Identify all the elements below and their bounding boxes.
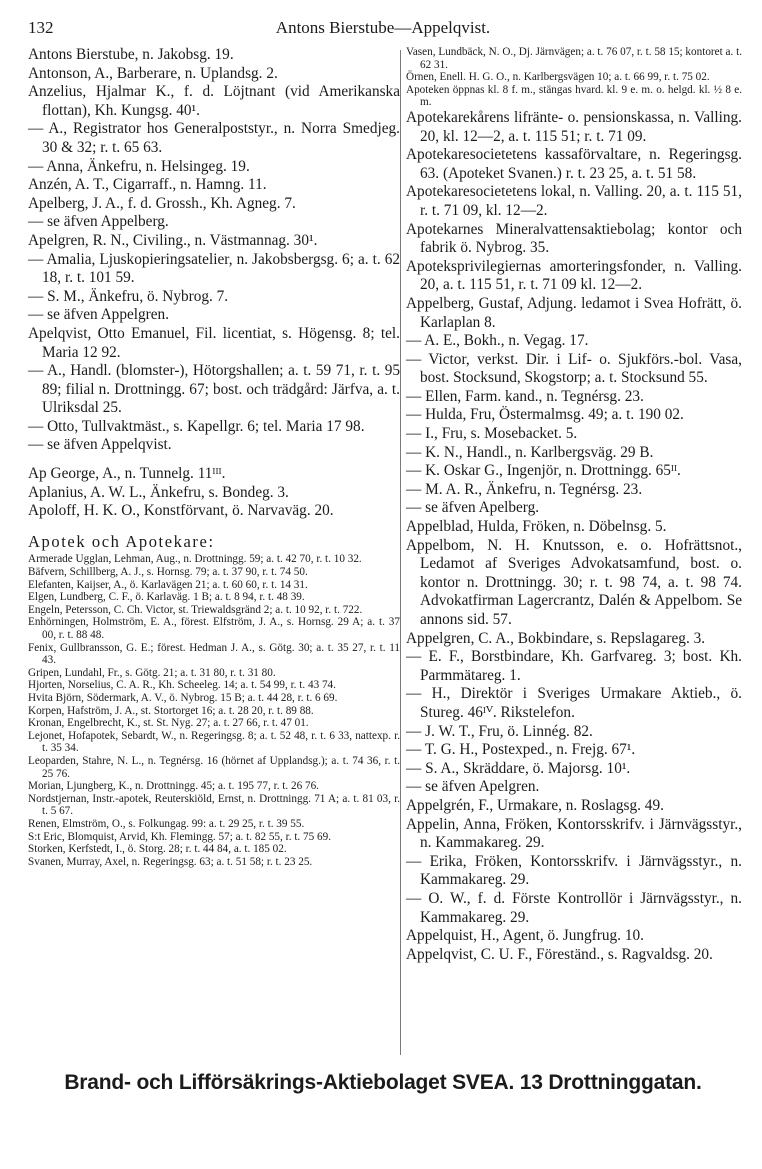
- directory-entry: S:t Eric, Blomquist, Arvid, Kh. Flemingg. 57; a. t. 82 55, r. t. 75 69.: [28, 830, 331, 843]
- apotek-heading: Apotek och Apotekare:: [28, 531, 215, 551]
- left-entry-list: [28, 46, 400, 455]
- directory-entry: Elgen, Lundberg, C. F., ö. Karlaväg. 1 B; a. t. 8 94, r. t. 48 39.: [28, 591, 305, 604]
- directory-entry: Enhörningen, Holmström, E. A., förest. Elfström, J. A., s. Hornsg. 29 A; a. t. 37 00, r. t. 88 48.: [28, 616, 400, 641]
- directory-entry: Svanen, Murray, Axel, n. Regeringsg. 63; a. t. 51 58; r. t. 23 25.: [28, 855, 313, 868]
- right-column: [406, 46, 742, 964]
- directory-entry: — Ellen, Farm. kand., n. Tegnérsg. 23.: [406, 387, 644, 405]
- directory-entry: Ap George, A., n. Tunnelg. 11ᴵᴵᴵ.: [28, 465, 226, 483]
- directory-entry: — A. E., Bokh., n. Vegag. 17.: [406, 332, 589, 350]
- directory-entry: Appelgren, C. A., Bokbindare, s. Repslagareg. 3.: [406, 629, 706, 647]
- directory-entry: Korpen, Hafström, J. A., st. Stortorget 16; a. t. 28 20, r. t. 89 88.: [28, 704, 314, 717]
- directory-entry: Elefanten, Kaijser, A., ö. Karlavägen 21; a. t. 60 60, r. t. 14 31.: [28, 578, 308, 591]
- directory-entry: Apelberg, J. A., f. d. Grossh., Kh. Agneg. 7.: [28, 194, 296, 212]
- running-title: Antons Bierstube—Appelqvist.: [275, 18, 491, 37]
- directory-entry: — H., Direktör i Sveriges Urmakare Aktieb., ö. Stureg. 46ᴵⱽ. Rikstelefon.: [406, 685, 742, 721]
- directory-entry: Antons Bierstube, n. Jakobsg. 19.: [28, 46, 234, 63]
- directory-entry: — se äfven Appelgren.: [28, 306, 170, 324]
- advertisement-banner: Brand- och Lifförsäkrings-Aktiebolaget SVEA. 13 Drottninggatan.: [64, 1071, 702, 1094]
- directory-entry: Anzén, A. T., Cigarraff., n. Hamng. 11.: [28, 176, 267, 194]
- directory-entry: — S. M., Änkefru, ö. Nybrog. 7.: [28, 287, 229, 305]
- directory-entry: — K. Oskar G., Ingenjör, n. Drottningg. 65ᴵᴵ.: [406, 462, 681, 480]
- directory-entry: — se äfven Apelgren.: [406, 778, 540, 796]
- directory-entry: Apelgren, R. N., Civiling., n. Västmannag. 30¹.: [28, 231, 318, 249]
- directory-entry: — Erika, Fröken, Kontorsskrifv. i Järnvägsstyr., n. Kammakareg. 29.: [406, 852, 742, 889]
- directory-entry: — Victor, verkst. Dir. i Lif- o. Sjukförs.-bol. Vasa, bost. Stocksund, Skogstorp; a. t. Stocksund 55.: [406, 350, 742, 387]
- directory-entry: Appelgrén, F., Urmakare, n. Roslagsg. 49.: [406, 796, 664, 814]
- directory-entry: Appelin, Anna, Fröken, Kontorsskrifv. i Järnvägsstyr., n. Kammakareg. 29.: [406, 815, 742, 852]
- directory-entry: — J. W. T., Fru, ö. Linnég. 82.: [406, 722, 593, 740]
- directory-entry: — T. G. H., Postexped., n. Frejg. 67¹.: [406, 741, 636, 759]
- page-number: 132: [28, 18, 54, 37]
- directory-entry: Apotekarnes Mineralvattensaktiebolag; kontor och fabrik ö. Nybrog. 35.: [406, 220, 742, 257]
- directory-entry: — Otto, Tullvaktmäst., s. Kapellgr. 6; tel. Maria 17 98.: [28, 417, 365, 435]
- directory-entry: Bäfvern, Schillberg, A. J., s. Hornsg. 79; a. t. 37 90, r. t. 74 50.: [28, 566, 308, 579]
- directory-entry: Aplanius, A. W. L., Änkefru, s. Bondeg. 3.: [28, 483, 289, 501]
- directory-entry: Leoparden, Stahre, N. L., n. Tegnérsg. 16 (hörnet af Upplandsg.); a. t. 74 36, r. t. 25 76.: [28, 754, 400, 780]
- directory-entry: Morian, Ljungberg, K., n. Drottningg. 45; a. t. 195 77, r. t. 26 76.: [28, 780, 319, 793]
- directory-entry: Appelbom, N. H. Knutsson, e. o. Hofrättsnot., Ledamot af Sveriges Advokatsamfund, bost. o. kontor n. Drottningg. 30; r. t. 98 74, a. t. 98 74. Advokatfirman Lagercrantz, Dalén & Appelbom. Se annons sid. 57.: [406, 536, 742, 628]
- directory-entry: Storken, Kerfstedt, I., ö. Storg. 28; r. t. 44 84, a. t. 185 02.: [28, 843, 287, 856]
- directory-entry: — E. F., Borstbindare, Kh. Garfvareg. 3; bost. Kh. Parmmätareg. 1.: [406, 648, 742, 684]
- directory-entry: — se äfven Appelqvist.: [28, 436, 172, 454]
- directory-entry: Örnen, Enell. H. G. O., n. Karlbergsvägen 10; a. t. 66 99, r. t. 75 02.: [406, 71, 710, 84]
- directory-entry: Vasen, Lundbäck, N. O., Dj. Järnvägen; a. t. 76 07, r. t. 58 15; kontoret a. t. 62 31.: [406, 46, 742, 71]
- directory-entry: — A., Registrator hos Generalpoststyr., n. Norra Smedjeg. 30 & 32; r. t. 65 63.: [28, 120, 400, 156]
- directory-entry: — M. A. R., Änkefru, n. Tegnérsg. 23.: [406, 480, 643, 498]
- right-small-list: [406, 46, 742, 109]
- page-header: [28, 18, 738, 42]
- directory-entry: Engeln, Petersson, C. Ch. Victor, st. Triewaldsgränd 2; a. t. 10 92, r. t. 722.: [28, 603, 363, 616]
- directory-entry: — se äfven Apelberg.: [406, 499, 540, 517]
- directory-entry: — se äfven Appelberg.: [28, 213, 169, 231]
- directory-entry: Appelquist, H., Agent, ö. Jungfrug. 10.: [406, 927, 644, 945]
- directory-entry: — I., Fru, s. Mosebacket. 5.: [406, 425, 578, 443]
- directory-entry: — S. A., Skräddare, ö. Majorsg. 10¹.: [406, 759, 631, 777]
- directory-entry: Apoteksprivilegiernas amorteringsfonder, n. Valling. 20, a. t. 115 51, r. t. 71 09 kl. 12—2.: [406, 257, 742, 294]
- directory-entry: Hvita Björn, Södermark, A. V., ö. Nybrog. 15 B; a. t. 44 28, r. t. 6 69.: [28, 691, 338, 704]
- right-entry-list: [406, 109, 742, 964]
- directory-entry: Apoloff, H. K. O., Konstförvant, ö. Narvaväg. 20.: [28, 502, 334, 520]
- directory-entry: Anzelius, Hjalmar K., f. d. Löjtnant (vid Amerikanska flottan), Kh. Kungsg. 40¹.: [28, 83, 400, 119]
- directory-entry: Apotekarekårens lifränte- o. pensionskassa, n. Valling. 20, kl. 12—2, a. t. 115 51; r. t. 71 09.: [406, 108, 742, 145]
- directory-entry: Hjorten, Norselius, C. A. R., Kh. Scheeleg. 14; a. t. 54 99, r. t. 43 74.: [28, 679, 336, 692]
- directory-entry: — Amalia, Ljuskopieringsatelier, n. Jakobsbergsg. 6; a. t. 62 18, r. t. 101 59.: [28, 250, 400, 287]
- directory-entry: — A., Handl. (blomster-), Hötorgshallen; a. t. 59 71, r. t. 95 89; filial n. Drottningg. 67; bost. och trädgård: Järfva, a. t. Ulriksdal 25.: [28, 362, 400, 417]
- column-divider: [400, 50, 401, 1055]
- directory-entry: Kronan, Engelbrecht, K., st. St. Nyg. 27; a. t. 27 66, r. t. 47 01.: [28, 717, 309, 730]
- directory-entry: Nordstjernan, Instr.-apotek, Reuterskiöld, Ernst, n. Drottningg. 71 A; a. t. 81 03, r. t. 5 67.: [28, 792, 400, 818]
- directory-entry: Apotekaresocietetens lokal, n. Valling. 20, a. t. 115 51, r. t. 71 09, kl. 12—2.: [406, 183, 742, 219]
- directory-entry: Renen, Elmström, O., s. Folkungag. 99: a. t. 29 25, r. t. 39 55.: [28, 817, 305, 830]
- directory-entry: Apotekaresocietetens kassaförvaltare, n. Regeringsg. 63. (Apoteket Svanen.) r. t. 23 25, a. t. 51 58.: [406, 146, 742, 182]
- directory-entry: Armerade Ugglan, Lehman, Aug., n. Drottningg. 59; a. t. 42 70, r. t. 10 32.: [28, 553, 362, 566]
- left-column: [28, 46, 400, 868]
- directory-entry: — Hulda, Fru, Östermalmsg. 49; a. t. 190 02.: [406, 406, 684, 424]
- left-entry-list-2: [28, 465, 400, 521]
- directory-entry: Appelberg, Gustaf, Adjung. ledamot i Svea Hofrätt, ö. Karlaplan 8.: [406, 294, 742, 331]
- directory-entry: Lejonet, Hofapotek, Sebardt, W., n. Regeringsg. 8; a. t. 52 48, r. t. 6 33, nattexp. r. t. 35 34.: [28, 729, 400, 755]
- directory-entry: Antonson, A., Barberare, n. Uplandsg. 2.: [28, 64, 278, 82]
- directory-entry: Gripen, Lundahl, Fr., s. Götg. 21; a. t. 31 80, r. t. 31 80.: [28, 666, 276, 679]
- directory-entry: — K. N., Handl., n. Karlbergsväg. 29 B.: [406, 443, 654, 461]
- directory-entry: — O. W., f. d. Förste Kontrollör i Järnvägsstyr., n. Kammakareg. 29.: [406, 889, 742, 926]
- directory-entry: — Anna, Änkefru, n. Helsingeg. 19.: [28, 157, 250, 175]
- apotek-entry-list: [28, 553, 400, 868]
- directory-entry: Apelqvist, Otto Emanuel, Fil. licentiat, s. Högensg. 8; tel. Maria 12 92.: [28, 324, 400, 361]
- directory-entry: Appelblad, Hulda, Fröken, n. Döbelnsg. 5.: [406, 518, 667, 536]
- directory-entry: Apoteken öppnas kl. 8 f. m., stängas hvard. kl. 9 e. m. o. helgd. kl. ½ 8 e. m.: [406, 83, 742, 109]
- directory-entry: Fenix, Gullbransson, G. E.; förest. Hedman J. A., s. Götg. 30; a. t. 35 27, r. t. 11 43.: [28, 641, 400, 667]
- directory-entry: Appelqvist, C. U. F., Föreständ., s. Ragvaldsg. 20.: [406, 945, 713, 963]
